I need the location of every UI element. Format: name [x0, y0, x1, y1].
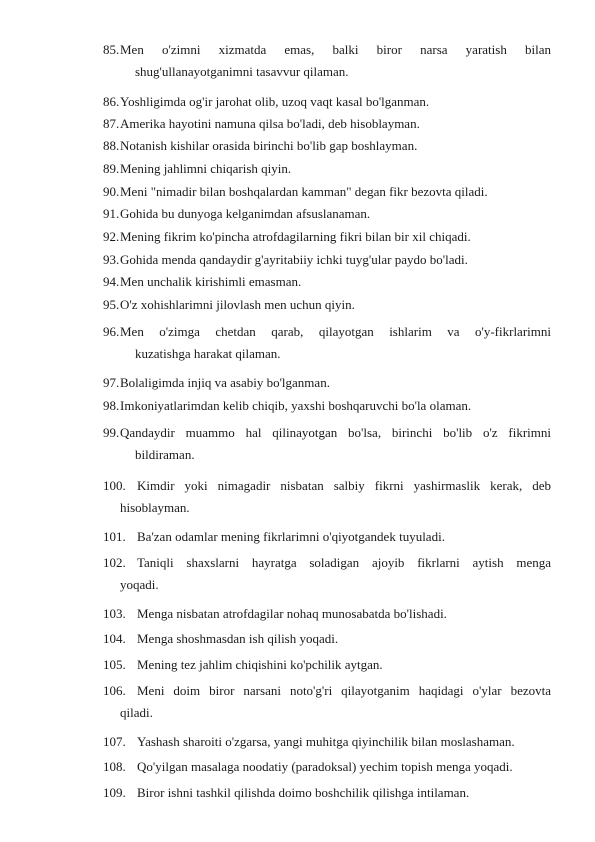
item-text: Menga shoshmasdan ish qilish yoqadi. [137, 631, 339, 646]
list-item [103, 372, 551, 394]
item-text-line2: kuzatishga harakat qilaman. [135, 346, 281, 362]
item-number: 101. [103, 529, 126, 544]
item-text-line1: Meni doim biror narsani noto'g'ri qilayotganim haqidagi o'ylar bezovta [137, 683, 551, 698]
item-number: 95. [103, 297, 120, 312]
item-text-line2: shug'ullanayotganimni tasavvur qilaman. [135, 64, 349, 80]
item-text: Imkoniyatlarimdan kelib chiqib, yaxshi boshqaruvchi bo'la olaman. [120, 398, 472, 413]
item-number: 89. [103, 161, 120, 176]
item-number: 105. [103, 657, 126, 672]
list-item [103, 203, 551, 225]
item-text-line2: yoqadi. [120, 577, 159, 593]
item-text: Meni "nimadir bilan boshqalardan kamman" degan fikr bezovta qiladi. [120, 184, 488, 199]
list-item [103, 552, 551, 597]
list-item [103, 731, 551, 753]
list-item [103, 603, 551, 625]
item-text: Mening jahlimni chiqarish qiyin. [120, 161, 292, 176]
item-text: Amerika hayotini namuna qilsa bo'ladi, deb hisoblayman. [120, 116, 420, 131]
list-item [103, 249, 551, 271]
list-item [103, 321, 551, 366]
item-text-line2: qiladi. [120, 705, 153, 721]
item-number: 99. [103, 425, 120, 440]
list-item [103, 294, 551, 316]
item-number: 94. [103, 274, 120, 289]
list-item [103, 135, 551, 157]
item-text-line1: Men o'zimni xizmatda emas, balki biror narsa yaratish bilan [120, 42, 551, 57]
item-number: 93. [103, 252, 120, 267]
item-text-line2: bildiraman. [135, 447, 195, 463]
item-text: Menga nisbatan atrofdagilar nohaq munosabatda bo'lishadi. [137, 606, 447, 621]
item-number: 100. [103, 478, 126, 493]
item-number: 106. [103, 683, 126, 698]
list-item [103, 782, 551, 804]
item-text: Yashash sharoiti o'zgarsa, yangi muhitga qiyinchilik bilan moslashaman. [137, 734, 515, 749]
list-item [103, 680, 551, 725]
item-text-line1: Qandaydir muammo hal qilinayotgan bo'lsa, birinchi bo'lib o'z fikrimni [120, 425, 551, 440]
item-number: 96. [103, 324, 120, 339]
list-item [103, 226, 551, 248]
list-item [103, 422, 551, 467]
item-text: Qo'yilgan masalaga noodatiy (paradoksal) yechim topish menga yoqadi. [137, 759, 513, 774]
list-item [103, 475, 551, 520]
item-number: 98. [103, 398, 120, 413]
list-item [103, 91, 551, 113]
item-number: 90. [103, 184, 120, 199]
item-number: 86. [103, 94, 120, 109]
item-text: Gohida bu dunyoga kelganimdan afsuslanaman. [120, 206, 371, 221]
item-text: Bolaligimda injiq va asabiy bo'lganman. [120, 375, 330, 390]
item-number: 109. [103, 785, 126, 800]
item-number: 97. [103, 375, 120, 390]
item-text: Gohida menda qandaydir g'ayritabiiy ichki tuyg'ular paydo bo'ladi. [120, 252, 468, 267]
list-item [103, 395, 551, 417]
item-text: O'z xohishlarimni jilovlash men uchun qiyin. [120, 297, 355, 312]
item-text-line2: hisoblayman. [120, 500, 190, 516]
item-text-line1: Kimdir yoki nimagadir nisbatan salbiy fikrni yashirmaslik kerak, deb [137, 478, 551, 493]
list-item [103, 181, 551, 203]
item-number: 104. [103, 631, 126, 646]
list-item [103, 526, 551, 548]
item-number: 103. [103, 606, 126, 621]
list-item [103, 158, 551, 180]
item-number: 88. [103, 138, 120, 153]
item-number: 92. [103, 229, 120, 244]
list-item [103, 271, 551, 293]
item-text-line1: Taniqli shaxslarni hayratga soladigan ajoyib fikrlarni aytish menga [137, 555, 551, 570]
item-text: Mening fikrim ko'pincha atrofdagilarning fikri bilan bir xil chiqadi. [120, 229, 471, 244]
list-item [103, 654, 551, 676]
list-item [103, 756, 551, 778]
item-number: 87. [103, 116, 120, 131]
item-text: Biror ishni tashkil qilishda doimo boshchilik qilishga intilaman. [137, 785, 470, 800]
list-item [103, 39, 551, 84]
item-text: Men unchalik kirishimli emasman. [120, 274, 302, 289]
list-item [103, 113, 551, 135]
item-number: 85. [103, 42, 120, 57]
list-item [103, 628, 551, 650]
item-text: Notanish kishilar orasida birinchi bo'lib gap boshlayman. [120, 138, 418, 153]
item-text: Ba'zan odamlar mening fikrlarimni o'qiyotgandek tuyuladi. [137, 529, 445, 544]
item-text: Mening tez jahlim chiqishini ko'pchilik aytgan. [137, 657, 383, 672]
item-text: Yoshligimda og'ir jarohat olib, uzoq vaqt kasal bo'lganman. [120, 94, 430, 109]
item-number: 91. [103, 206, 120, 221]
item-number: 102. [103, 555, 126, 570]
item-number: 108. [103, 759, 126, 774]
item-text-line1: Men o'zimga chetdan qarab, qilayotgan ishlarim va o'y-fikrlarimni [120, 324, 551, 339]
item-number: 107. [103, 734, 126, 749]
